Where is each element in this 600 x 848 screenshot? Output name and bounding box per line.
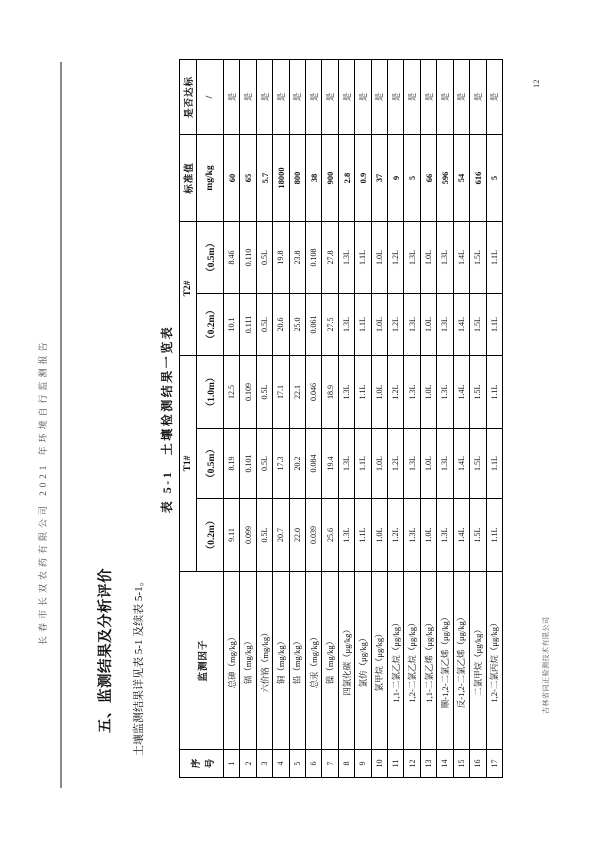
table-cell: 17.3 — [273, 429, 289, 499]
table-cell: 0.099 — [240, 499, 256, 572]
table-cell: 8 — [338, 750, 354, 778]
table-cell: 1.5L — [470, 429, 486, 499]
table-cell: 2 — [240, 750, 256, 778]
table-cell: 反-1,2-二氯乙烯（μg/kg） — [453, 572, 469, 750]
table-cell: 22.1 — [289, 356, 305, 429]
table-cell: 1.2L — [388, 499, 404, 572]
table-cell: 1.3L — [404, 294, 420, 356]
table-cell: 1.1L — [355, 499, 371, 572]
depth-header-t1-10: （1.0m） — [197, 356, 224, 429]
table-row — [420, 60, 436, 778]
table-cell: 1.3L — [338, 294, 354, 356]
table-cell: 0.101 — [240, 429, 256, 499]
table-cell: 1.0L — [420, 356, 436, 429]
table-cell: 8.19 — [224, 429, 240, 499]
col-header-pass: 是否达标 — [180, 60, 197, 135]
table-cell: 0.109 — [240, 356, 256, 429]
table-row — [470, 60, 486, 778]
soil-results-table — [179, 59, 503, 778]
table-cell: 1.1L — [486, 222, 503, 294]
table-cell: 13 — [420, 750, 436, 778]
table-cell: 20.2 — [289, 429, 305, 499]
table-cell: 19.4 — [322, 429, 338, 499]
table-cell: 25.0 — [289, 294, 305, 356]
table-cell: 1.0L — [371, 294, 387, 356]
table-cell: 1.4L — [453, 294, 469, 356]
table-cell: 1.3L — [338, 356, 354, 429]
table-caption: 表 5-1 土壤检测结果一览表 — [160, 324, 174, 514]
table-cell: 1.4L — [453, 356, 469, 429]
table-row — [273, 60, 289, 778]
table-cell: 3 — [256, 750, 272, 778]
table-cell: 四氯化碳（μg/kg） — [338, 572, 354, 750]
table-row — [256, 60, 272, 778]
page-number: 12 — [531, 79, 541, 88]
table-cell: 1.0L — [371, 356, 387, 429]
table-cell: 1.1L — [355, 356, 371, 429]
table-cell: 37 — [371, 135, 387, 222]
table-cell: 65 — [240, 135, 256, 222]
table-cell: 1.4L — [453, 222, 469, 294]
table-cell: 1.3L — [404, 429, 420, 499]
table-cell: 总汞（mg/kg） — [306, 572, 322, 750]
table-cell: 是 — [322, 60, 338, 135]
table-cell: 铜（mg/kg） — [273, 572, 289, 750]
table-cell: 1.2L — [388, 429, 404, 499]
table-cell: 0.5L — [256, 499, 272, 572]
table-cell: 1.3L — [437, 429, 453, 499]
table-cell: 1.3L — [338, 222, 354, 294]
table-cell: 18.9 — [322, 356, 338, 429]
table-row — [371, 60, 387, 778]
table-cell: 1.3L — [437, 499, 453, 572]
table-row — [224, 60, 240, 778]
table-cell: 20.7 — [273, 499, 289, 572]
table-cell: 是 — [273, 60, 289, 135]
table-row — [388, 60, 404, 778]
table-cell: 1.2L — [388, 294, 404, 356]
table-cell: 1.5L — [470, 499, 486, 572]
table-cell: 是 — [404, 60, 420, 135]
table-cell: 1.1L — [355, 222, 371, 294]
standard-unit: mg/kg — [197, 135, 224, 222]
table-cell: 6 — [306, 750, 322, 778]
table-cell: 是 — [256, 60, 272, 135]
table-cell: 镉（mg/kg） — [240, 572, 256, 750]
table-cell: 5.7 — [256, 135, 272, 222]
table-cell: 1.3L — [437, 222, 453, 294]
table-cell: 六价铬（mg/kg） — [256, 572, 272, 750]
table-cell: 23.8 — [289, 222, 305, 294]
table-cell: 0.5L — [256, 429, 272, 499]
table-cell: 9 — [355, 750, 371, 778]
table-row — [486, 60, 503, 778]
table-cell: 1.3L — [437, 356, 453, 429]
table-cell: 是 — [470, 60, 486, 135]
depth-header-t2-05: （0.5m） — [197, 222, 224, 294]
table-cell: 1.0L — [420, 429, 436, 499]
intro-paragraph: 土壤监测结果详见表 5-1 及续表 5-1。 — [133, 575, 145, 756]
table-row — [306, 60, 322, 778]
table-cell: 是 — [224, 60, 240, 135]
table-cell: 8.46 — [224, 222, 240, 294]
table-cell: 1.0L — [420, 222, 436, 294]
table-cell: 1.0L — [371, 429, 387, 499]
table-cell: 0.9 — [355, 135, 371, 222]
table-cell: 20.6 — [273, 294, 289, 356]
table-cell: 1.3L — [404, 356, 420, 429]
table-cell: 10.1 — [224, 294, 240, 356]
table-cell: 17.1 — [273, 356, 289, 429]
table-cell: 0.084 — [306, 429, 322, 499]
pass-unit: / — [197, 60, 224, 135]
table-cell: 11 — [388, 750, 404, 778]
table-cell: 1,2-二氯丙烷（μg/kg） — [486, 572, 503, 750]
table-cell: 1 — [224, 750, 240, 778]
soil-table-body — [224, 60, 503, 778]
table-cell: 1.1L — [486, 429, 503, 499]
table-cell: 9 — [388, 135, 404, 222]
table-cell: 0.039 — [306, 499, 322, 572]
table-cell: 5 — [404, 135, 420, 222]
table-cell: 1.0L — [371, 222, 387, 294]
col-header-standard: 标准值 — [180, 135, 197, 222]
table-cell: 616 — [470, 135, 486, 222]
table-cell: 1.1L — [355, 294, 371, 356]
table-cell: 1.3L — [404, 499, 420, 572]
table-cell: 是 — [338, 60, 354, 135]
table-cell: 1.1L — [355, 429, 371, 499]
table-cell: 5 — [289, 750, 305, 778]
table-cell: 1,1-二氯乙烷（μg/kg） — [388, 572, 404, 750]
table-cell: 14 — [437, 750, 453, 778]
table-cell: 27.8 — [322, 222, 338, 294]
rotated-content — [95, 60, 509, 778]
table-cell: 1.5L — [470, 356, 486, 429]
table-cell: 镍（mg/kg） — [322, 572, 338, 750]
table-row — [322, 60, 338, 778]
table-cell: 1.3L — [338, 499, 354, 572]
table-cell: 1.3L — [338, 429, 354, 499]
header-row-1 — [180, 60, 197, 778]
table-cell: 25.6 — [322, 499, 338, 572]
table-cell: 0.061 — [306, 294, 322, 356]
table-cell: 9.11 — [224, 499, 240, 572]
table-cell: 0.046 — [306, 356, 322, 429]
table-cell: 1.5L — [470, 294, 486, 356]
table-cell: 12 — [404, 750, 420, 778]
table-cell: 16 — [470, 750, 486, 778]
table-cell: 38 — [306, 135, 322, 222]
table-cell: 0.111 — [240, 294, 256, 356]
table-cell: 是 — [388, 60, 404, 135]
table-cell: 是 — [371, 60, 387, 135]
table-row — [240, 60, 256, 778]
table-row — [338, 60, 354, 778]
table-cell: 19.8 — [273, 222, 289, 294]
table-cell: 是 — [289, 60, 305, 135]
table-cell: 7 — [322, 750, 338, 778]
running-footer: 吉林省同正检测技术有限公司 — [542, 616, 550, 714]
col-header-factor: 监测因子 — [180, 572, 224, 750]
table-cell: 是 — [240, 60, 256, 135]
col-header-no: 序 号 — [180, 750, 224, 778]
table-cell: 0.5L — [256, 356, 272, 429]
table-cell: 1.1L — [486, 356, 503, 429]
table-cell: 是 — [355, 60, 371, 135]
table-cell: 54 — [453, 135, 469, 222]
depth-header-t2-02: （0.2m） — [197, 294, 224, 356]
table-cell: 1,1-二氯乙烯（μg/kg） — [420, 572, 436, 750]
table-cell: 1.2L — [388, 356, 404, 429]
table-row — [355, 60, 371, 778]
table-cell: 1.4L — [453, 429, 469, 499]
table-cell: 12.5 — [224, 356, 240, 429]
header-rule-line — [60, 62, 62, 788]
table-cell: 900 — [322, 135, 338, 222]
table-cell: 15 — [453, 750, 469, 778]
table-cell: 18000 — [273, 135, 289, 222]
table-cell: 是 — [453, 60, 469, 135]
table-cell: 27.5 — [322, 294, 338, 356]
table-cell: 1.2L — [388, 222, 404, 294]
table-cell: 1.3L — [404, 222, 420, 294]
table-row — [437, 60, 453, 778]
table-cell: 17 — [486, 750, 503, 778]
running-header: 长春市长双农药有限公司 2021 年环境自行监测报告 — [38, 338, 48, 645]
table-cell: 0.5L — [256, 294, 272, 356]
depth-header-t1-02: （0.2m） — [197, 499, 224, 572]
table-cell: 66 — [420, 135, 436, 222]
table-cell: 1.0L — [420, 294, 436, 356]
table-cell: 0.108 — [306, 222, 322, 294]
table-cell: 1,2-二氯乙烷（μg/kg） — [404, 572, 420, 750]
table-cell: 5 — [486, 135, 503, 222]
table-cell: 是 — [486, 60, 503, 135]
table-cell: 是 — [437, 60, 453, 135]
section-title: 五、监测结果及分析评价 — [98, 568, 114, 733]
table-cell: 4 — [273, 750, 289, 778]
table-cell: 800 — [289, 135, 305, 222]
table-cell: 0.5L — [256, 222, 272, 294]
table-cell: 1.0L — [371, 499, 387, 572]
table-cell: 顺-1,2-二氯乙烯（μg/kg） — [437, 572, 453, 750]
table-cell: 10 — [371, 750, 387, 778]
table-cell: 60 — [224, 135, 240, 222]
depth-header-t1-05: （0.5m） — [197, 429, 224, 499]
table-cell: 1.1L — [486, 294, 503, 356]
table-row — [453, 60, 469, 778]
table-row — [404, 60, 420, 778]
table-cell: 1.0L — [420, 499, 436, 572]
col-header-t2: T2# — [180, 222, 197, 356]
table-cell: 氯甲烷（μg/kg） — [371, 572, 387, 750]
table-cell: 1.5L — [470, 222, 486, 294]
table-cell: 596 — [437, 135, 453, 222]
table-cell: 总砷（mg/kg） — [224, 572, 240, 750]
table-cell: 铅（mg/kg） — [289, 572, 305, 750]
table-cell: 是 — [420, 60, 436, 135]
table-cell: 2.8 — [338, 135, 354, 222]
table-cell: 氯仿（μg/kg） — [355, 572, 371, 750]
table-cell: 1.4L — [453, 499, 469, 572]
table-row — [289, 60, 305, 778]
table-cell: 0.110 — [240, 222, 256, 294]
table-cell: 1.1L — [486, 499, 503, 572]
table-cell: 22.0 — [289, 499, 305, 572]
table-cell: 二氯甲烷（μg/kg） — [470, 572, 486, 750]
col-header-t1: T1# — [180, 356, 197, 572]
table-cell: 1.3L — [437, 294, 453, 356]
table-cell: 是 — [306, 60, 322, 135]
